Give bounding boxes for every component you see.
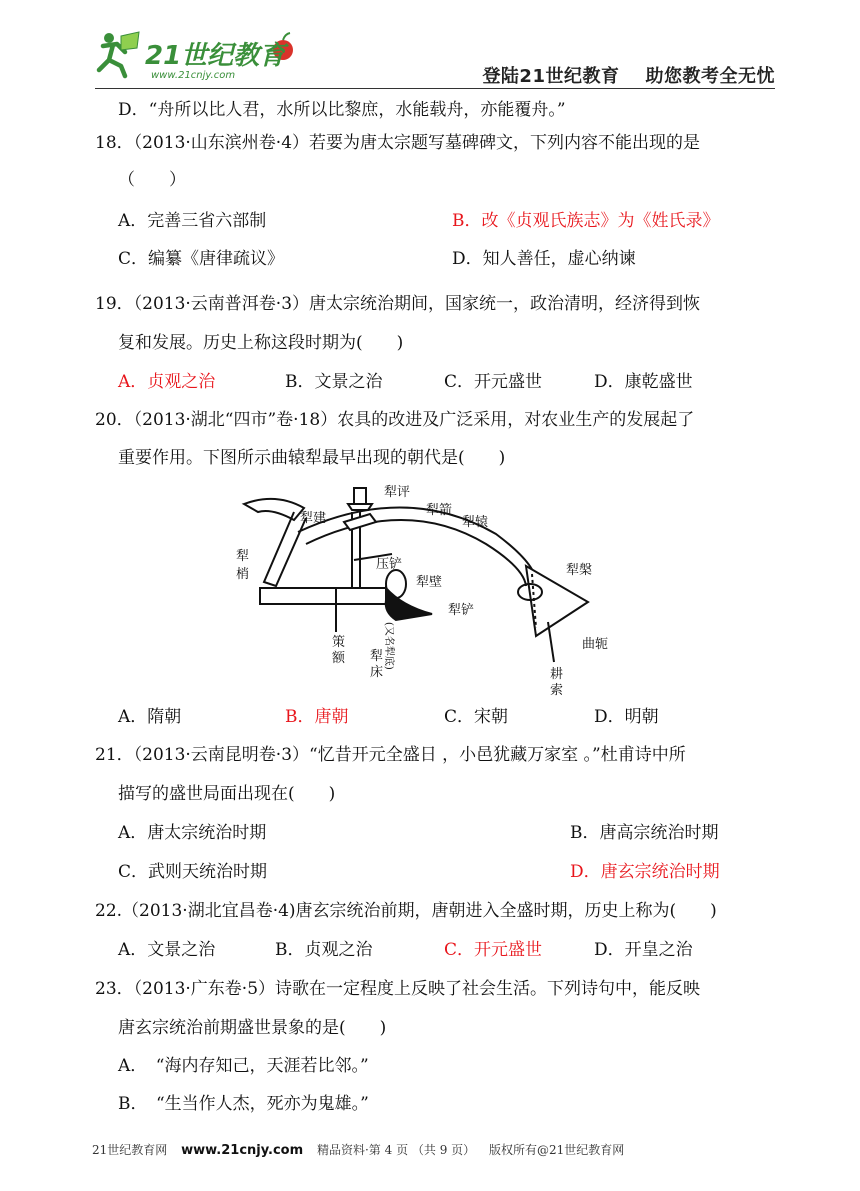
footer-site: 21世纪教育网 bbox=[92, 1143, 168, 1157]
label-libi: 犁壁 bbox=[416, 575, 443, 590]
q18-option-a: A．完善三省六部制 bbox=[118, 211, 267, 231]
q20-option-d: D．明朝 bbox=[594, 707, 659, 727]
q22-option-c: C．开元盛世 bbox=[444, 940, 543, 960]
q19-option-d: D．康乾盛世 bbox=[594, 372, 693, 392]
label-lipan: 犁槃 bbox=[566, 563, 593, 578]
header-rule bbox=[95, 88, 775, 89]
q19-stem-2: 复和发展。历史上称这段时期为( ) bbox=[118, 333, 404, 353]
footer-page-info: 精品资料·第 4 页 （共 9 页） bbox=[316, 1143, 476, 1157]
q18-option-c: C．编纂《唐律疏议》 bbox=[118, 249, 285, 269]
q21-option-a: A．唐太宗统治时期 bbox=[118, 823, 267, 843]
q22-option-d: D．开皇之治 bbox=[594, 940, 693, 960]
q20-stem-2: 重要作用。下图所示曲辕犁最早出现的朝代是( ) bbox=[118, 448, 506, 468]
label-liping: 犁评 bbox=[384, 485, 411, 500]
label-gengsuo-2: 索 bbox=[550, 683, 564, 697]
q22-stem: 22.（2013·湖北宜昌卷·4)唐玄宗统治前期，唐朝进入全盛时期，历史上称为( ) bbox=[95, 901, 717, 921]
label-lishao-2: 梢 bbox=[236, 567, 250, 582]
q18-stem-paren: （ ） bbox=[118, 170, 186, 190]
q23-option-a: A． “海内存知己，天涯若比邻。” bbox=[118, 1056, 369, 1076]
q20-option-b: B．唐朝 bbox=[285, 707, 349, 727]
slogan-help: 助您教考全无忧 bbox=[645, 66, 775, 87]
page-footer bbox=[92, 1141, 634, 1158]
label-lijian: 犁建 bbox=[300, 511, 327, 526]
q21-option-c: C．武则天统治时期 bbox=[118, 862, 268, 882]
label-lichuang-1: 犁 bbox=[370, 649, 384, 664]
label-ceer-2: 额 bbox=[332, 651, 346, 666]
q18-option-b: B．改《贞观氏族志》为《姓氏录》 bbox=[452, 211, 720, 231]
q19-option-a: A．贞观之治 bbox=[118, 372, 216, 392]
q17-option-d: D．“舟所以比人君，水所以比黎庶，水能载舟，亦能覆舟。” bbox=[118, 100, 566, 120]
label-gengsuo-1: 耕 bbox=[550, 667, 564, 682]
curved-plough-figure bbox=[236, 482, 616, 697]
label-lidi-note: (又名犁底) bbox=[383, 622, 394, 670]
q20-option-c: C．宋朝 bbox=[444, 707, 509, 727]
q23-stem: 23．（2013·广东卷·5）诗歌在一定程度上反映了社会生活。下列诗句中，能反映 bbox=[95, 979, 701, 999]
label-liyuan: 犁辕 bbox=[462, 515, 489, 530]
footer-url[interactable]: www.21cnjy.com bbox=[181, 1143, 304, 1158]
label-quxian: 曲轭 bbox=[582, 637, 609, 652]
label-lishao-1: 犁 bbox=[236, 549, 250, 564]
q19-stem: 19．（2013·云南普洱卷·3）唐太宗统治期间，国家统一，政治清明，经济得到恢 bbox=[95, 294, 701, 314]
site-logo bbox=[95, 28, 295, 84]
q22-option-b: B．贞观之治 bbox=[275, 940, 373, 960]
q23-option-b: B． “生当作人杰，死亦为鬼雄。” bbox=[118, 1094, 369, 1114]
label-yachan: 压铲 bbox=[376, 557, 403, 572]
logo-text: 21世纪教育 bbox=[145, 41, 286, 71]
q18-option-d: D．知人善任，虚心纳谏 bbox=[452, 249, 636, 269]
label-lichan: 犁铲 bbox=[448, 603, 475, 618]
slogan-login: 登陆21世纪教育 bbox=[482, 66, 620, 87]
q19-option-b: B．文景之治 bbox=[285, 372, 383, 392]
logo-url: www.21cnjy.com bbox=[151, 70, 236, 81]
label-ceer-1: 策 bbox=[332, 635, 346, 650]
label-lichuang-2: 床 bbox=[370, 665, 384, 680]
label-lijian-arrow: 犁箭 bbox=[426, 503, 453, 518]
q20-option-a: A．隋朝 bbox=[118, 707, 182, 727]
q21-option-d: D．唐玄宗统治时期 bbox=[570, 862, 720, 882]
q22-option-a: A．文景之治 bbox=[118, 940, 216, 960]
q19-option-c: C．开元盛世 bbox=[444, 372, 543, 392]
header-slogan bbox=[482, 62, 775, 88]
q21-stem-2: 描写的盛世局面出现在( ) bbox=[118, 784, 336, 804]
q23-stem-2: 唐玄宗统治前期盛世景象的是( ) bbox=[118, 1018, 387, 1038]
q21-stem: 21．（2013·云南昆明卷·3）“忆昔开元全盛日 ，小邑犹藏万家室 。”杜甫诗中所 bbox=[95, 745, 686, 765]
page-header bbox=[95, 28, 775, 90]
footer-copyright: 版权所有@21世纪教育网 bbox=[488, 1143, 625, 1157]
q21-option-b: B．唐高宗统治时期 bbox=[570, 823, 719, 843]
q18-stem: 18．（2013·山东滨州卷·4）若要为唐太宗题写墓碑碑文，下列内容不能出现的是 bbox=[95, 133, 701, 153]
q20-stem: 20．（2013·湖北“四市”卷·18）农具的改进及广泛采用，对农业生产的发展起了 bbox=[95, 410, 695, 430]
